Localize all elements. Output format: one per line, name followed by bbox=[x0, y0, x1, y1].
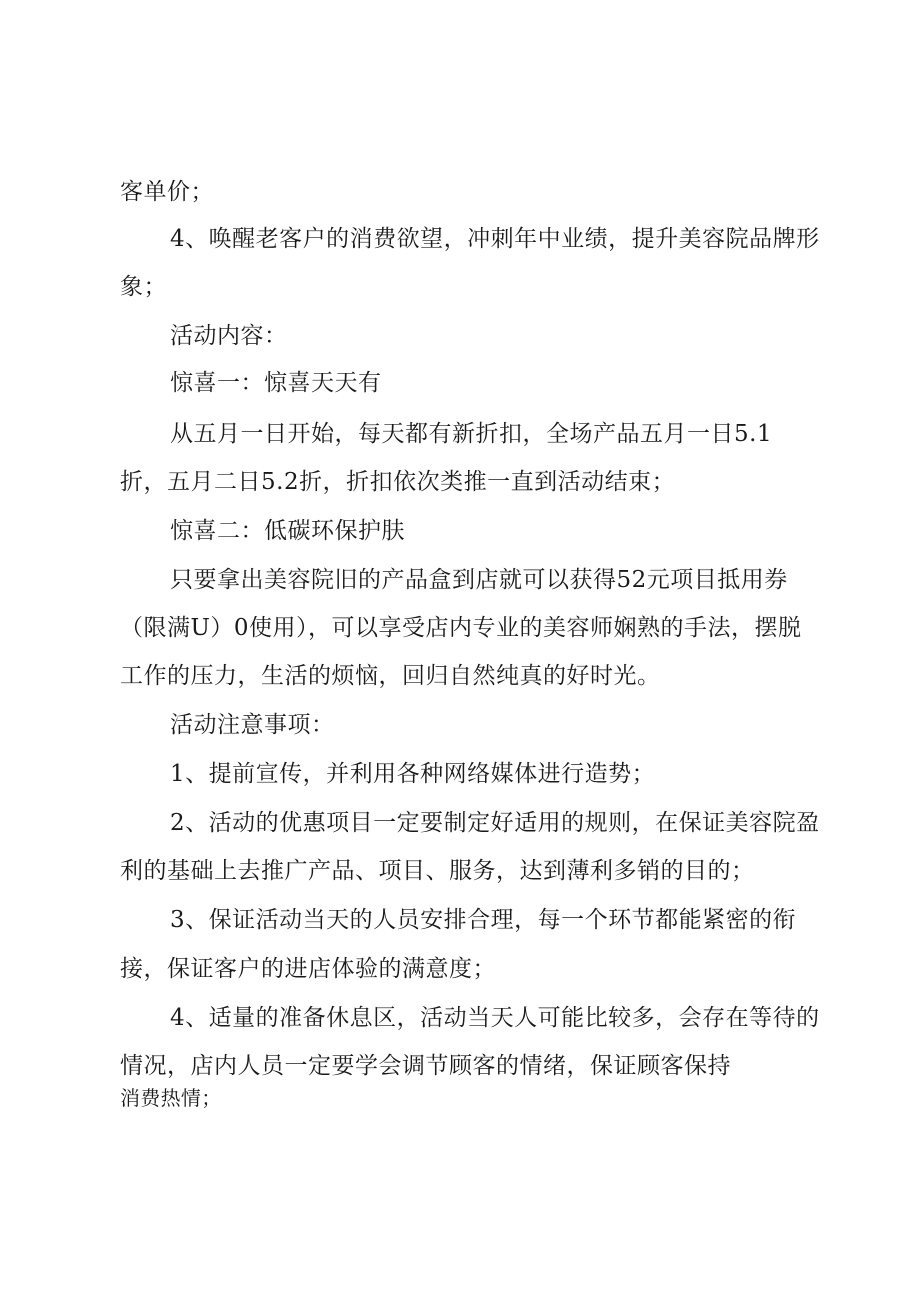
text-line: 惊喜二：低碳环保护肤 bbox=[170, 518, 405, 544]
text-line: 折，五月二日5.2折，折扣依次类推一直到活动结束； bbox=[120, 469, 676, 495]
text-line: 工作的压力，生活的烦恼，回归自然纯真的好时光。 bbox=[120, 663, 661, 689]
text-line: （限满U）0使用），可以享受店内专业的美容师娴熟的手法，摆脱 bbox=[120, 615, 802, 641]
text-line: 消费热情； bbox=[120, 1086, 222, 1110]
text-line: 活动注意事项： bbox=[170, 712, 335, 738]
text-line: 只要拿出美容院旧的产品盒到店就可以获得52元项目抵用券 bbox=[170, 567, 788, 593]
text-line: 接，保证客户的进店体验的满意度； bbox=[120, 956, 496, 982]
text-line: 客单价； bbox=[120, 179, 214, 205]
text-line: 利的基础上去推广产品、项目、服务，达到薄利多销的目的； bbox=[120, 858, 755, 884]
text-line: 2、活动的优惠项目一定要制定好适用的规则，在保证美容院盈 bbox=[170, 810, 820, 836]
text-line: 活动内容： bbox=[170, 323, 288, 349]
text-line: 象； bbox=[120, 274, 167, 300]
text-line: 3、保证活动当天的人员安排合理，每一个环节都能紧密的衔 bbox=[170, 907, 797, 933]
text-line: 4、适量的准备休息区，活动当天人可能比较多，会存在等待的 bbox=[170, 1005, 820, 1031]
text-line: 情况，店内人员一定要学会调节顾客的情绪，保证顾客保持 bbox=[120, 1053, 731, 1079]
text-line: 4、唤醒老客户的消费欲望，冲刺年中业绩，提升美容院品牌形 bbox=[170, 226, 820, 252]
text-line: 1、提前宣传，并利用各种网络媒体进行造势； bbox=[170, 761, 656, 787]
text-line: 惊喜一：惊喜天天有 bbox=[170, 370, 382, 396]
text-line: 从五月一日开始，每天都有新折扣，全场产品五月一日5.1 bbox=[170, 421, 773, 447]
